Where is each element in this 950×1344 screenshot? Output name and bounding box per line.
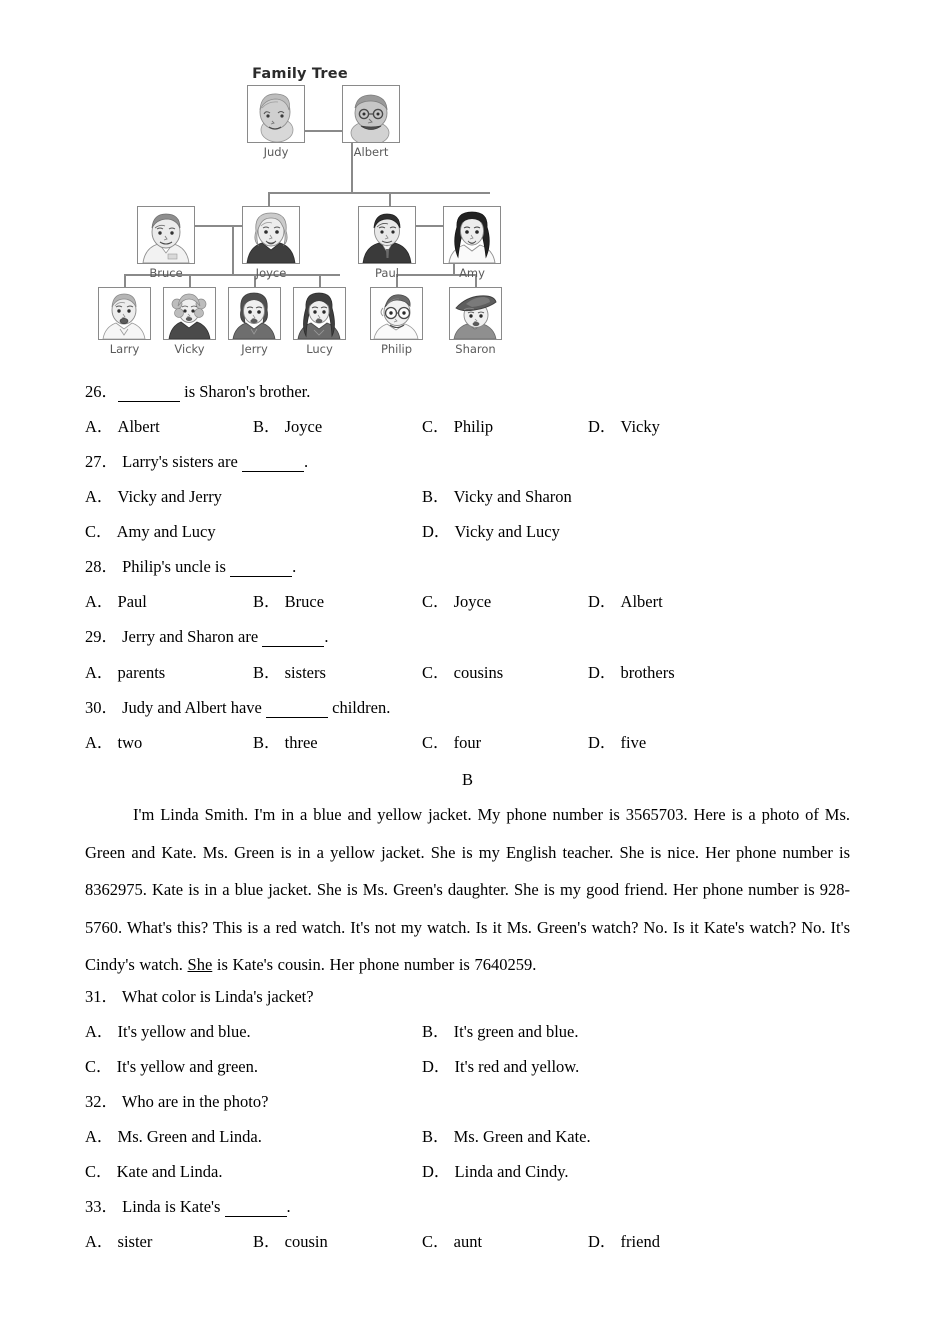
girl-bob-icon: [229, 288, 280, 339]
tree-node-lucy[interactable]: [293, 287, 346, 356]
option-text: It's green and blue.: [453, 1022, 579, 1041]
answer-blank[interactable]: [230, 558, 292, 577]
question-33-stem: [85, 1198, 291, 1217]
option-text: Ms. Green and Kate.: [453, 1127, 591, 1146]
option-text: five: [620, 733, 647, 752]
option-text: Linda and Cindy.: [454, 1162, 569, 1181]
option-letter: C．: [85, 522, 113, 541]
tree-node-label-lucy: Lucy: [306, 342, 333, 356]
question-30-number: 30．: [85, 698, 118, 717]
question-31-stem-before: What color is Linda's jacket?: [118, 987, 314, 1006]
option-text: It's yellow and green.: [116, 1057, 258, 1076]
elderly-woman-icon: [248, 86, 304, 142]
question-30-stem-before: Judy and Albert have: [118, 698, 267, 717]
option-letter: A．: [85, 1022, 114, 1041]
option-text: Joyce: [453, 592, 492, 611]
tree-node-label-sharon: Sharon: [455, 342, 496, 356]
option-letter: B．: [422, 1127, 450, 1146]
woman-dark-hair-icon: [444, 207, 500, 263]
option-letter: D．: [422, 1057, 451, 1076]
option-text: Vicky and Lucy: [454, 522, 560, 541]
passage-part-1: I'm Linda Smith. I'm in a blue and yellow jacket. My phone number is 3565703. Here is a photo of Ms. Green and Kate. Ms. Green is in a yellow jacket. She is my English teacher. She is nice. Her phone number is 8362975. Kate is in a blue jacket. She is Ms. Green's daughter. She is my good friend. Her phone number is 928-5760. What's this? This is a red watch. It's not my watch. Is it Ms. Green's watch? No. Is it Kate's watch? No. It's Cindy's watch.: [85, 805, 850, 974]
option-text: Philip: [453, 417, 494, 436]
option-text: sister: [117, 1232, 153, 1251]
connector-gen2-left-drop: [232, 225, 234, 275]
option-31-c[interactable]: [85, 1058, 258, 1076]
reading-passage: [85, 796, 850, 984]
girl-hat-icon: [450, 288, 501, 339]
boy-glasses-icon: [371, 288, 422, 339]
option-27-c[interactable]: [85, 523, 216, 541]
option-29-d[interactable]: [588, 664, 675, 682]
option-letter: A．: [85, 1232, 114, 1251]
question-28-stem-before: Philip's uncle is: [118, 557, 231, 576]
option-text: Amy and Lucy: [116, 522, 216, 541]
option-letter: B．: [253, 663, 281, 682]
question-29-stem-after: .: [324, 627, 329, 646]
option-letter: D．: [422, 1162, 451, 1181]
option-text: Joyce: [284, 417, 323, 436]
option-text: It's red and yellow.: [454, 1057, 580, 1076]
option-text: Bruce: [284, 592, 325, 611]
question-29-stem-before: Jerry and Sharon are: [118, 627, 263, 646]
question-31-number: 31．: [85, 987, 118, 1006]
option-letter: B．: [422, 487, 450, 506]
tree-node-label-judy: Judy: [263, 145, 289, 159]
tree-node-albert[interactable]: [342, 85, 400, 159]
question-26-number: 26．: [85, 382, 118, 401]
option-26-c[interactable]: [422, 418, 493, 436]
question-30-stem-after: children.: [328, 698, 391, 717]
portrait-albert: [342, 85, 400, 143]
option-letter: C．: [422, 663, 450, 682]
tree-node-label-albert: Albert: [353, 145, 389, 159]
option-text: two: [117, 733, 143, 752]
option-33-c[interactable]: [422, 1233, 482, 1251]
option-letter: C．: [85, 1057, 113, 1076]
question-31-stem: [85, 988, 314, 1006]
family-tree-title: Family Tree: [252, 66, 348, 82]
portrait-amy: [443, 206, 501, 264]
option-letter: A．: [85, 663, 114, 682]
tree-node-label-paul: Paul: [375, 266, 399, 280]
option-28-c[interactable]: [422, 593, 491, 611]
option-text: Ms. Green and Linda.: [117, 1127, 262, 1146]
portrait-joyce: [242, 206, 300, 264]
option-26-b[interactable]: [253, 418, 322, 436]
tree-node-label-jerry: Jerry: [241, 342, 268, 356]
answer-blank[interactable]: [262, 628, 324, 647]
connector-to-lucy: [319, 274, 321, 287]
portrait-paul: [358, 206, 416, 264]
option-text: parents: [117, 663, 166, 682]
option-27-b[interactable]: [422, 488, 572, 506]
option-27-a[interactable]: [85, 488, 222, 506]
passage-part-2: is Kate's cousin. Her phone number is 7640259.: [212, 955, 537, 974]
connector-to-joyce: [268, 192, 270, 206]
portrait-jerry: [228, 287, 281, 340]
tree-node-paul[interactable]: [358, 206, 416, 280]
option-text: aunt: [453, 1232, 483, 1251]
option-text: Vicky and Jerry: [117, 487, 222, 506]
option-letter: D．: [588, 592, 617, 611]
option-letter: B．: [253, 733, 281, 752]
question-29-number: 29．: [85, 627, 118, 646]
option-letter: D．: [422, 522, 451, 541]
option-letter: D．: [588, 663, 617, 682]
option-letter: A．: [85, 487, 114, 506]
option-32-d[interactable]: [422, 1163, 569, 1181]
option-text: It's yellow and blue.: [117, 1022, 251, 1041]
option-text: brothers: [620, 663, 675, 682]
option-30-d[interactable]: [588, 734, 646, 752]
portrait-philip: [370, 287, 423, 340]
tree-node-judy[interactable]: [247, 85, 305, 159]
option-letter: A．: [85, 592, 114, 611]
option-30-b[interactable]: [253, 734, 318, 752]
option-text: Kate and Linda.: [116, 1162, 223, 1181]
answer-blank[interactable]: [266, 699, 328, 718]
option-letter: C．: [422, 417, 450, 436]
question-32-stem: [85, 1093, 268, 1111]
girl-curly-icon: [164, 288, 215, 339]
option-letter: B．: [253, 417, 281, 436]
tree-node-label-joyce: Joyce: [255, 266, 287, 280]
tree-node-label-vicky: Vicky: [174, 342, 205, 356]
portrait-bruce: [137, 206, 195, 264]
option-text: Paul: [117, 592, 147, 611]
tree-node-philip[interactable]: [370, 287, 423, 356]
option-letter: C．: [422, 592, 450, 611]
man-shirt-icon: [138, 207, 194, 263]
question-32-number: 32．: [85, 1092, 118, 1111]
option-text: three: [284, 733, 318, 752]
option-31-a[interactable]: [85, 1023, 251, 1041]
option-33-a[interactable]: [85, 1233, 152, 1251]
question-30-stem: [85, 699, 390, 718]
tree-node-bruce[interactable]: [137, 206, 195, 280]
answer-blank[interactable]: [225, 1198, 287, 1217]
option-text: Vicky and Sharon: [453, 487, 572, 506]
connector-to-larry: [124, 274, 126, 287]
option-30-a[interactable]: [85, 734, 142, 752]
question-26-stem-after: is Sharon's brother.: [180, 382, 311, 401]
option-letter: B．: [253, 1232, 281, 1251]
question-28-stem: [85, 558, 296, 577]
section-b-label: B: [461, 770, 473, 789]
tree-node-larry[interactable]: [98, 287, 151, 356]
option-letter: A．: [85, 733, 114, 752]
option-32-b[interactable]: [422, 1128, 591, 1146]
woman-blonde-icon: [243, 207, 299, 263]
option-letter: B．: [422, 1022, 450, 1041]
option-32-a[interactable]: [85, 1128, 262, 1146]
option-28-b[interactable]: [253, 593, 324, 611]
portrait-lucy: [293, 287, 346, 340]
tree-node-label-philip: Philip: [380, 342, 413, 356]
girl-long-hair-icon: [294, 288, 345, 339]
tree-node-jerry[interactable]: [228, 287, 281, 356]
option-letter: B．: [253, 592, 281, 611]
option-letter: C．: [422, 1232, 450, 1251]
option-text: Vicky: [620, 417, 660, 436]
option-31-b[interactable]: [422, 1023, 579, 1041]
man-suit-icon: [359, 207, 415, 263]
question-28-number: 28．: [85, 557, 118, 576]
option-text: cousin: [284, 1232, 328, 1251]
answer-blank[interactable]: [118, 383, 180, 402]
question-29-stem: [85, 628, 328, 647]
option-letter: A．: [85, 1127, 114, 1146]
question-26-stem: [85, 383, 310, 402]
option-28-d[interactable]: [588, 593, 663, 611]
elderly-man-icon: [343, 86, 399, 142]
question-27-stem: [85, 453, 308, 472]
option-text: Albert: [117, 417, 160, 436]
tree-node-label-bruce: Bruce: [149, 266, 183, 280]
tree-node-amy[interactable]: [443, 206, 501, 280]
option-letter: A．: [85, 417, 114, 436]
tree-node-label-amy: Amy: [459, 266, 485, 280]
question-33-stem-after: .: [286, 1197, 291, 1216]
question-33-number: 33．: [85, 1197, 118, 1216]
question-27-stem-before: Larry's sisters are: [118, 452, 242, 471]
option-letter: C．: [85, 1162, 113, 1181]
option-29-c[interactable]: [422, 664, 503, 682]
option-text: cousins: [453, 663, 504, 682]
option-text: Albert: [620, 592, 663, 611]
question-33-stem-before: Linda is Kate's: [118, 1197, 225, 1216]
tree-node-sharon[interactable]: [449, 287, 502, 356]
boy-icon: [99, 288, 150, 339]
option-text: four: [453, 733, 482, 752]
tree-node-label-larry: Larry: [109, 342, 140, 356]
answer-blank[interactable]: [242, 453, 304, 472]
option-32-c[interactable]: [85, 1163, 222, 1181]
portrait-sharon: [449, 287, 502, 340]
passage-underlined-word: She: [187, 955, 213, 974]
question-32-stem-before: Who are in the photo?: [118, 1092, 269, 1111]
option-letter: D．: [588, 1232, 617, 1251]
option-letter: D．: [588, 733, 617, 752]
connector-to-paul: [389, 192, 391, 206]
family-tree-figure: [85, 60, 515, 365]
option-31-d[interactable]: [422, 1058, 579, 1076]
tree-node-vicky[interactable]: [163, 287, 216, 356]
option-30-c[interactable]: [422, 734, 481, 752]
option-text: sisters: [284, 663, 326, 682]
question-28-stem-after: .: [292, 557, 297, 576]
option-text: friend: [620, 1232, 660, 1251]
question-27-stem-after: .: [303, 452, 309, 471]
option-letter: D．: [588, 417, 617, 436]
option-letter: C．: [422, 733, 450, 752]
question-27-number: 27．: [85, 452, 118, 471]
tree-node-joyce[interactable]: [242, 206, 300, 280]
option-26-d[interactable]: [588, 418, 660, 436]
connector-gen1-sibling-bar: [268, 192, 490, 194]
option-29-b[interactable]: [253, 664, 326, 682]
portrait-vicky: [163, 287, 216, 340]
option-29-a[interactable]: [85, 664, 165, 682]
option-26-a[interactable]: [85, 418, 160, 436]
portrait-larry: [98, 287, 151, 340]
portrait-judy: [247, 85, 305, 143]
option-33-b[interactable]: [253, 1233, 328, 1251]
option-33-d[interactable]: [588, 1233, 660, 1251]
option-28-a[interactable]: [85, 593, 147, 611]
option-27-d[interactable]: [422, 523, 560, 541]
